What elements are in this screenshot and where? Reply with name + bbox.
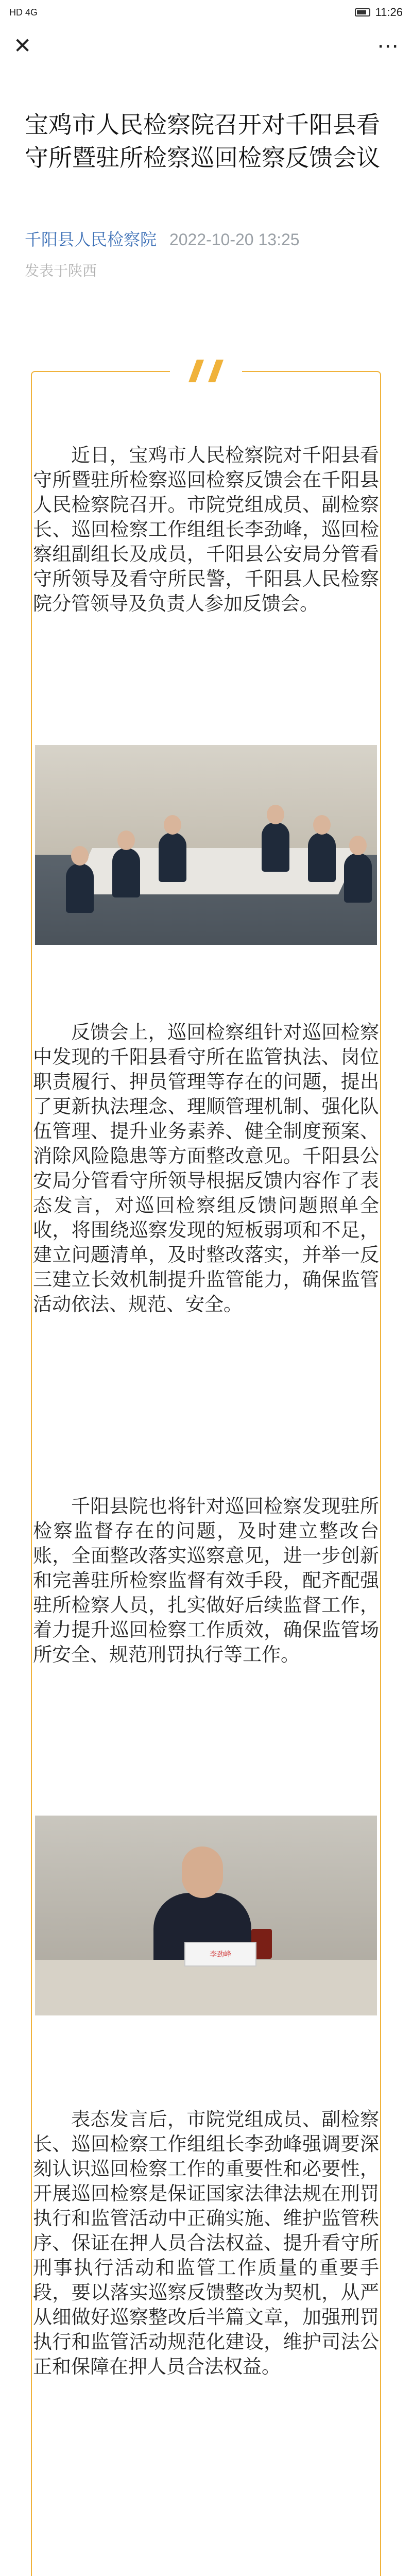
publish-date: 2022-10-20 13:25 (169, 230, 300, 249)
article-title: 宝鸡市人民检察院召开对千阳县看守所暨驻所检察巡回检察反馈会议 (25, 111, 380, 171)
paragraph-4: 表态发言后，市院党组成员、副检察长、巡回检察工作组组长李劲峰强调要深刻认识巡回检察工作的重要性和必要性，开展巡回检察是保证国家法律法规在刑罚执行和监管活动中正确实施、维护监管秩序、保证在押人员合法权益、提升看守所刑事执行活动和监管工作质量的重要手段，要以落实巡察反馈整改为契机，从严从细做好巡察整改后半篇文章，加强刑罚执行和监管活动规范化建设，维护司法公正和保障在押人员合法权益。 (33, 2109, 379, 2377)
speaker-photo (35, 1816, 377, 2015)
card-decoration (170, 357, 242, 385)
publish-location: 发表于陕西 (25, 263, 97, 279)
paragraph-3: 千阳县院也将针对巡回检察发现驻所检察监督存在的问题，及时建立整改台账，全面整改落实巡察意见，进一步创新和完善驻所检察监督有效手段，配齐配强驻所检察人员，扎实做好后续监督工作，着力提升巡回检察工作质效，确保监管场所安全、规范刑罚执行等工作。 (33, 1496, 379, 1665)
battery-icon (355, 8, 370, 16)
more-icon[interactable]: ⋯ (377, 33, 399, 58)
signal-indicator: HD 4G (9, 7, 38, 18)
article-meta (25, 227, 300, 250)
paragraph-1: 近日，宝鸡市人民检察院对千阳县看守所暨驻所检察巡回检察反馈会在千阳县人民检察院召开。市院党组成员、副检察长、巡回检察工作组组长李劲峰，巡回检察组副组长及成员，千阳县公安局分管看守所领导及看守所民警，千阳县人民检察院分管领导及负责人参加反馈会。 (33, 445, 379, 614)
status-bar (0, 0, 412, 25)
meeting-photo (35, 745, 377, 945)
navbar (0, 25, 412, 66)
paragraph-2: 反馈会上，巡回检察组针对巡回检察中发现的千阳县看守所在监管执法、岗位职责履行、押员管理等存在的问题，提出了更新执法理念、理顺管理机制、强化队伍管理、提升业务素养、健全制度预案、消除风险隐患等方面整改意见。千阳县公安局分管看守所领导根据反馈内容作了表态发言，对巡回检察组反馈问题照单全收，将围绕巡察发现的短板弱项和不足，建立问题清单，及时整改落实，并举一反三建立长效机制提升监管能力，确保监管活动依法、规范、安全。 (33, 1022, 379, 1315)
close-icon[interactable]: ✕ (13, 33, 32, 58)
status-right (355, 6, 403, 19)
status-left (9, 7, 38, 18)
account-link[interactable]: 千阳县人民检察院 (25, 230, 157, 249)
clock: 11:26 (375, 6, 403, 19)
nameplate: 李劲峰 (184, 1942, 256, 1967)
